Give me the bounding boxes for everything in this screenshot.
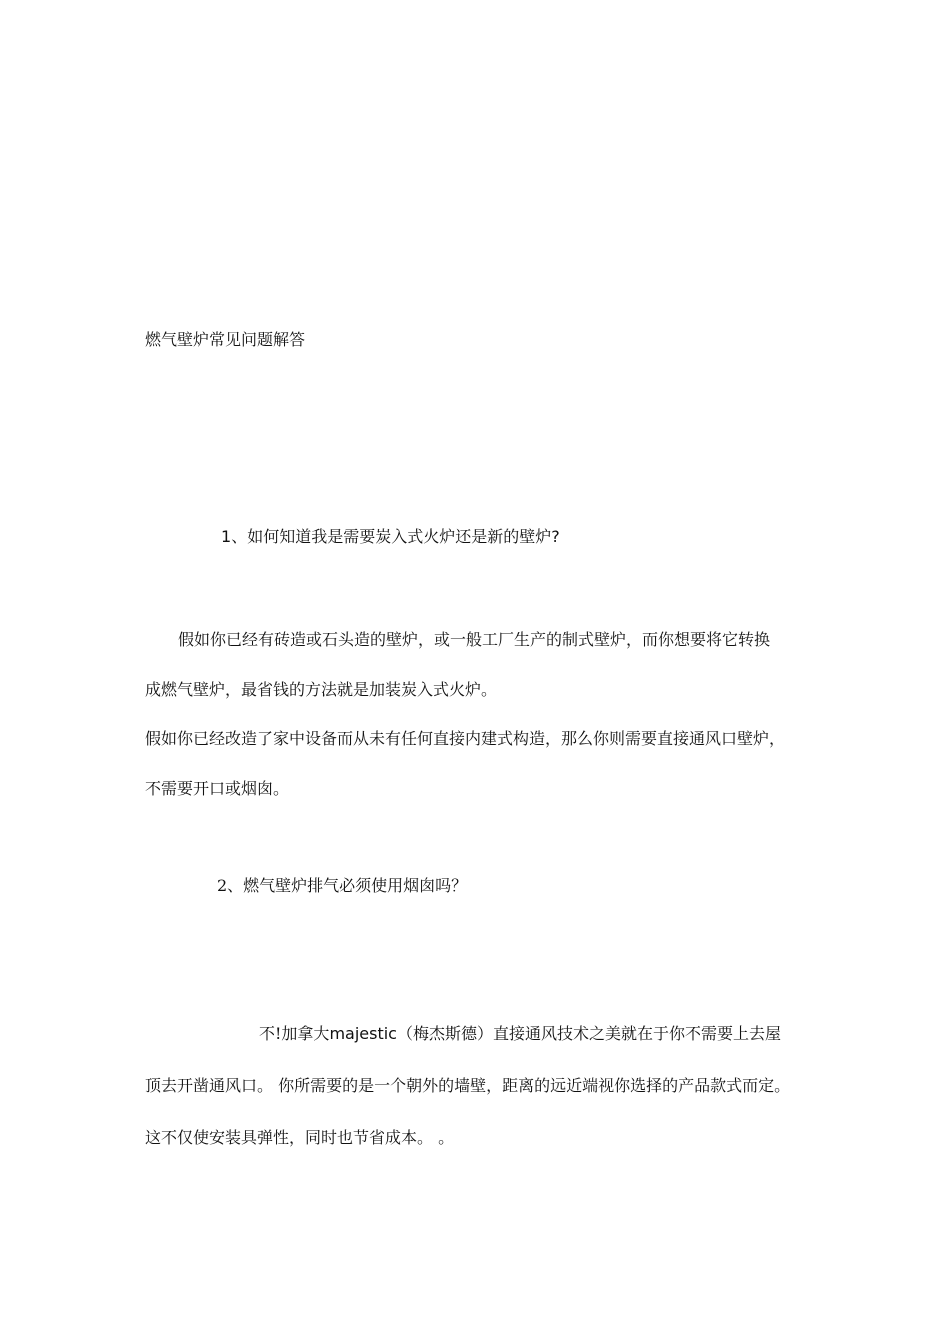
answer-2-line-3: 这不仅使安装具弹性，同时也节省成本。 。	[145, 1128, 455, 1147]
answer-2-brand: majestic	[329, 1024, 397, 1043]
question-2: 2、燃气壁炉排气必须使用烟囱吗？	[217, 876, 468, 895]
answer-2-prefix: 不!加拿大	[259, 1024, 330, 1043]
answer-1-line-1: 假如你已经有砖造或石头造的壁炉，或一般工厂生产的制式壁炉，而你想要将它转换	[178, 630, 771, 649]
answer-2-suffix: （梅杰斯德）直接通风技术之美就在于你不需要上去屋	[396, 1024, 781, 1043]
question-1-text: 、如何知道我是需要炭入式火炉还是新的壁炉	[231, 527, 552, 546]
answer-2-line-2: 顶去开凿通风口。 你所需要的是一个朝外的墙壁，距离的远近端视你选择的产品款式而定。	[145, 1076, 791, 1095]
answer-1-line-2: 成燃气壁炉，最省钱的方法就是加装炭入式火炉。	[145, 680, 498, 699]
answer-2-line-1	[259, 1024, 781, 1044]
question-1-number: 1	[221, 527, 232, 546]
answer-1-line-4: 不需要开口或烟囱。	[145, 779, 290, 798]
answer-1-line-3: 假如你已经改造了家中设备而从未有任何直接内建式构造，那么你则需要直接通风口壁炉，	[145, 729, 786, 748]
question-1-mark: ?	[551, 527, 560, 546]
question-1	[221, 527, 560, 547]
document-title: 燃气壁炉常见问题解答	[145, 330, 306, 349]
